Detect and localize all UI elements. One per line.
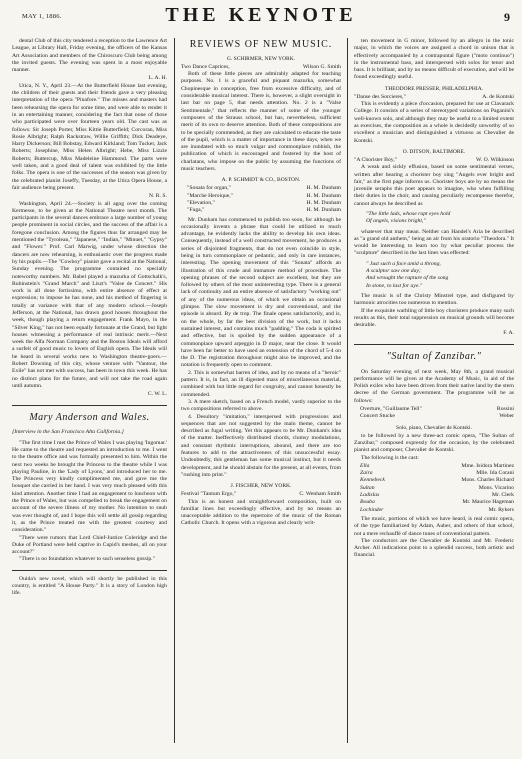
cast-role: Kennebeck — [360, 477, 385, 484]
column-left — [12, 38, 167, 598]
work-composer: H. M. Dunham — [306, 185, 341, 192]
programme-item — [354, 413, 514, 420]
work-entry — [354, 94, 514, 101]
cast-role: Sultan — [360, 484, 375, 491]
cast-entry — [354, 470, 514, 477]
column-right — [354, 38, 514, 560]
paragraph: The music, portions of which we have heard, is real comic opera, of the type familiarized by Adam, Auber, and others of that school, not a mere rechauffé of dance tunes of conventional pattern. — [354, 515, 514, 537]
paragraph: If the exquisite warbling of little boy choristers produce many such results as this, their total suppression on musical grounds will become desirable. — [354, 307, 514, 329]
paragraph: The conductors are the Chevalier de Kontski and Mr. Frederic Archer. All indications point to a splendid success, both artistic and financial. — [354, 537, 514, 559]
paragraph: Ouida's new novel, which will shortly be published in this country, is entitled "A House Party." It is a story of London high life. — [12, 575, 167, 597]
verse-quote — [366, 211, 514, 226]
cast-entry — [354, 507, 514, 514]
publisher-heading: J. FISCHER, NEW YORK. — [230, 483, 292, 490]
paragraph: On Saturday evening of next week, May 8th, a grand musical performance will be given at the Academy of Music, in aid of the Polish exiles who have been driven from their native land by the stern decree of the German government. The programme will be as follows: — [354, 368, 514, 404]
paragraph: This is evidently a pièce d'occasion, prepared for use at Clavarack College. It consists of a series of stereotyped variations on Paganini's well-known solo, and although they may be useful to a limited extent as exercises, the composition as a whole is decidedly unworthy of so excellent a musician and distinguished a virtuoso as Chevalier de Kontski. — [354, 101, 514, 144]
verse-line: In stone, to last for aye." — [366, 282, 423, 289]
paragraph: whatever that may mean. Neither can Handel's Aria be described as "a grand old anthem," being an air from his oratorio "Theodora." It would be interesting to learn too by what peculiar process the "sculpture" described in the last lines was effected: — [354, 228, 514, 257]
work-entry — [181, 491, 341, 498]
cast-entry — [354, 463, 514, 470]
cast-actor: Mr. Clerk — [491, 492, 514, 499]
work-title: Two Dance Caprices, — [181, 63, 230, 70]
work-composer: W. O. Wilkinson — [475, 156, 514, 163]
cast-role: Ladislas — [360, 492, 380, 499]
programme-item — [354, 406, 514, 413]
paragraph: Washington, April 24.—Society is all agog over the coming Kermesse, to be given at the National Theatre next month. The participants in the several dances embrace a large number of young people prominent in social circles, and the success of the affair is a foregone conclusion. Among the figures thus far arranged may be mentioned the "Tyrolean," "Japanese," "Indian," "Minuet," "Gypsy" and "Flower." Prof. Carl Marwig, under whose direction the dancers are now rehearsing, is enthusiastic over the progress made by his pupils.—The "Cowboy" pianist gave a recital at the National, Sunday evening. The programme contained no specially noteworthy numbers. Mr. Babel played a mazurka of Gottschalk's, Rubinstein's "Grand March" and Liszt's "Valse de Concert." His work is all done fortissimo, with entire absence of effect at expression; to impose he has none, and his method of fingering is totally at variance with that of any modern school.—Joseph Jefferson, at the National, has drawn good houses throughout the week, though playing a return engagement. Frank Mayo, in the "Silver King," has not been equally fortunate at the Grand, but light houses witnessing a performance of real intrinsic merit.—Next week the Alfa Norman Company and the Boston Ideals will afford a surfeit of good music to lovers of English opera. The Ideals will be heard in several works new to Washington theatre-goers.—Robert Downing of this city, whose venture with "Vantour, the Exile" has not met with success, has been in town this week. He has no distinct plans for the future, and will not take the road again until autumn. — [12, 200, 168, 389]
paragraph: "There were rumors that Lord Chief-Justice Coleridge and the Duke of Portland were held captive in Cupid's meshes, all on your account?" — [12, 534, 167, 556]
programme-note: Solo, piano, Chevalier de Kontski. — [396, 424, 472, 431]
work-title: "Sonata for organ," — [187, 185, 231, 192]
cast-role: Zaira — [360, 470, 373, 477]
column-middle — [181, 38, 341, 528]
publisher-heading: THEODORE PRESSER, PHILADELPHIA. — [384, 85, 484, 92]
column-divider — [174, 38, 175, 743]
work-composer: C. Wenham Smith — [299, 491, 341, 498]
cast-entry — [354, 499, 514, 506]
verse-line: A sculptor saw one day; — [366, 268, 421, 275]
work-entry — [181, 193, 341, 200]
cast-entry — [354, 492, 514, 499]
paragraph: dental Club of this city tendered a reception to the Lawrence Art League, at Library Hall, Friday evening, the officers of the Kansas Art Association and members of the Chiroscuro Club being among the invited guests. The evening was spent in a most enjoyable manner. — [12, 38, 167, 74]
programme-composer: Rossini — [496, 406, 514, 413]
paragraph: "The first time I met the Prince of Wales I was playing 'Ingomar.' He came to the theatre and requested an introduction to me. I went to the theatre office and was formally presented to him. Within the next two weeks he brought the Princess to the theatre while I was playing Pauline, in the 'Lady of Lyons,' and introduced her to me. The Princess very kindly complimented me, and gave me the bouquet she carried in her hand. I was very much pleased with this kind attention. Another time I had an engagement to luncheon with the Prince of Wales, but was compelled to break the engagement on account of the severe illness of my mother. No intention to snub was ever thought of, and I hope this will settle all gossip regarding it, as the Prince treated me with the greatest courtesy and consideration." — [12, 439, 168, 534]
work-entry — [181, 185, 341, 192]
paragraph: 4. Desultory "imitation," interspersed with progressions and sequences that are not suggested by the main theme, cannot be described as fugal writing. Yet this appears to be Mr. Dunham's idea of the matter. Ineffectively distributed chords, clumsy modulations, and constant rhythmic interruptions, abound, and there are too features to add to the attractiveness of this unsuccessful essay. Undoubtedly, this gentleman has some musical instinct, but it needs development, and he should abstain for the present, at all events, from "rushing into print." — [181, 413, 341, 478]
programme-title: Concert Stucke — [360, 413, 395, 420]
paragraph: The following is the cast: — [361, 454, 419, 461]
work-title: "Elevation," — [187, 199, 215, 206]
article-source: [Interview in the San Francisco Alta California.] — [12, 429, 124, 436]
work-title: "Danse des Sorcieres," — [354, 93, 406, 100]
signature: N. R. S. — [148, 193, 167, 200]
verse-line: Of angels, visions bright," — [366, 218, 426, 225]
paragraph: to be followed by a new three-act comic opera, "The Sultan of Zanzibar," composed expressly for the occasion, by the celebrated pianist and composer, Chevalier de Kontski. — [354, 432, 514, 454]
work-entry — [181, 207, 341, 214]
verse-line: " Just such a face amid a throng, — [366, 260, 441, 267]
paragraph: 2. This is somewhat barren of idea, and by no means of a "heroic" pattern. It is, in fact, an ill digested mass of miscellaneous material, combined with but little regard for congruity, and cannot honestly be commended. — [181, 369, 341, 398]
paragraph: The music is of the Christy Minstrel type, and disfigured by harmonic atrocities too numerous to mention. — [354, 292, 514, 307]
cast-actor: Mlle. Ida Corani — [476, 470, 514, 477]
publisher-heading: A. P. SCHMIDT & CO., BOSTON. — [221, 177, 301, 184]
article-title: Mary Anderson and Wales. — [29, 411, 150, 423]
work-composer: A. de Kontski — [482, 93, 514, 100]
work-entry — [181, 200, 341, 207]
paragraph: ten movement in G minor, followed by an allegro in the tonic major, in which the voices are assigned a chord in unison that is effectively accompanied by a contrapuntal figure ("moto continuo") in the instrumental bass, and interspersed with solos for tenor and bass. It is brilliant, and by no means difficult of execution, and will be found exceedingly useful. — [354, 38, 514, 81]
cast-role: Ella — [360, 462, 370, 469]
cast-role: Lochinder — [360, 506, 384, 513]
paragraph: "There is no foundation whatever to such senseless gossip." — [19, 556, 155, 563]
masthead-title: THE KEYNOTE — [165, 4, 357, 26]
verse-quote — [366, 261, 514, 290]
section-rule — [12, 570, 167, 571]
issue-date: MAY 1, 1886. — [22, 13, 62, 20]
work-composer: H. M. Dunham — [306, 207, 341, 214]
programme-list — [354, 406, 514, 421]
work-title: Festival "Tantum Ergo," — [181, 491, 237, 498]
paragraph: 3. A mere sketch, based on a French model, vastly superior to the two compositions referred to above. — [181, 398, 341, 413]
work-composer: H. M. Dunham — [306, 192, 341, 199]
cast-list — [354, 463, 514, 514]
cast-actor: Mons. Vicarino — [478, 484, 514, 491]
cast-actor: Mr. Rykers — [488, 506, 514, 513]
cast-entry — [354, 477, 514, 484]
publisher-heading: O. DITSON, BALTIMORE. — [402, 148, 466, 155]
signature: C. W. L. — [147, 391, 167, 398]
paragraph: A weak and sickly effusion, based on some sentimental verses, written after hearing a chorister boy sing "Angels ever bright and fair," as the first page informs us. Chorister boys are by no means the juvenile seraphs this poet appears to imagine, who when fulfilling their duties in the choir, and causing peculiarly recompense therefor, cannot always be described as — [354, 164, 514, 207]
paragraph: Both of these little pieces are admirably adapted for teaching purposes. No. 1 is a graceful and piquant mazurka, somewhat Chopinesque in conception, free from excessive difficulty, and of considerable musical interest. There is, however, a slight oversight in last bar on page 5, that needs attention. No. 2 is a "Valse Sentimentale," that reflects the manner of some of the younger composers of the Strauss school, but has, nevertheless, sufficient merit of its own to deserve attention. Both of these compositions are to be specially commended, as they are calculated to educate the taste of the pupil, which is a matter of importance in these days, when we are inundated with so much vulgar and commonplace rubbish, the publication of which is encouraged and fostered by the host of charlatans, who impose on the public by assuming the functions of music teachers. — [181, 71, 341, 172]
cast-entry — [354, 485, 514, 492]
work-title: "Fuga," — [187, 207, 205, 214]
column-divider — [347, 38, 348, 743]
work-composer: Wilson G. Smith — [302, 63, 341, 70]
verse-line: "The little lads, whose rapt eyes hold — [366, 211, 451, 217]
paragraph: Mr. Dunham has commenced to publish too soon, for although he occasionally invents a phrase that could be utilized to much advantage, he evidently lacks the ability to develop his own ideas. Consequently, instead of a well constructed movement, he produces a series of disjointed fragments, that do not even coincide in style, being in turn commonplace or pedantic, and only in rare instances, interesting. The opening movement of this "Sonata" affords an illustration of this crude and immature method of procedure. The opening phrases of the second subject are excellent, but they are followed by others of the most uninteresting type. There is a general lack of continuity and an entire absence of satisfactory "working out" of any of the numerous ideas, of which we obtain an occasional glimpse. The slow movement is dry and conventional, and the episode is absurd. By de trop. The finale opens satisfactorily, and is, on the whole, by far the best division of the work, but it lacks sustained interest, and contains much "padding." The coda is spirited and effective, but is spoiled by the sudden appearance of a commonplace upward arpeggio in D major, near the close. It would have been far better to have used an extension of the chord of 5-4 on the D. The registration throughout might also be improved, and the notation is frequently open to comment. — [181, 216, 341, 369]
article-title: "Sultan of Zanzibar." — [386, 350, 482, 362]
cast-actor: Mme. Isidora Martinez — [461, 462, 514, 469]
programme-composer: Weber — [499, 413, 514, 420]
works-list — [181, 185, 341, 214]
cast-actor: Mr. Maurice Hageman — [462, 499, 514, 506]
paragraph: Utica, N. Y., April 23.—At the Butterfield House last evening, the children of their guests and their friends gave a very pleasing interpretation of the opera "Pinafore." The misses and masters had been rehearsing the opera for some time, and were able to render it in an entertaining manner, considering the fact that none of those who participated were over fourteen years old. The cast was as follows: Sir Joseph Porter, Miss Kittie Butterfield; Corcoran, Miss Rosie Albright; Ralph Rackstraw, Willie Griffith; Dick Deadeye, Harry Dickerson; Bill Bobstay, Edward Kirkland; Tom Tucker, Jack Roberts; Josephine, Miss Helen Albright; Hebe, Miss Lizzie Roberts; Buttercup, Miss Madeleine Hammond. The parts were well taken, and a good deal of talent was exhibited by the little folks. The opera is one of the successes of the season was given by the celebrated pianist Joseffy, Tuesday, at the Utica Opera House, a fair audience being present. — [12, 82, 167, 191]
programme-title: Overture, "Guillaume Tell" — [360, 406, 422, 413]
section-rule — [354, 344, 514, 345]
page-header — [0, 0, 522, 40]
signature: F. A. — [503, 330, 514, 337]
paragraph: This is an honest and straightforward composition, built on familiar lines but exceedingly effective, and by no means an unacceptable addition to the repertoire of the music of the Roman Catholic Church. It opens with a vigorous and clearly writ- — [181, 498, 341, 527]
verse-line: And wrought the rapture of the song — [366, 275, 449, 282]
publisher-heading: G. SCHIRMER, NEW YORK. — [226, 55, 296, 62]
section-rule — [12, 405, 167, 406]
section-title: REVIEWS OF NEW MUSIC. — [189, 39, 333, 50]
cast-actor: Mons. Charles Richard — [461, 477, 514, 484]
work-composer: H. M. Dunham — [306, 199, 341, 206]
cast-role: Bouba — [360, 499, 375, 506]
signature: L. A. H. — [148, 75, 167, 82]
work-title: "Marche Heroique," — [187, 192, 234, 199]
page-number: 9 — [504, 10, 510, 24]
work-title: "A Chorister Boy," — [354, 156, 397, 163]
